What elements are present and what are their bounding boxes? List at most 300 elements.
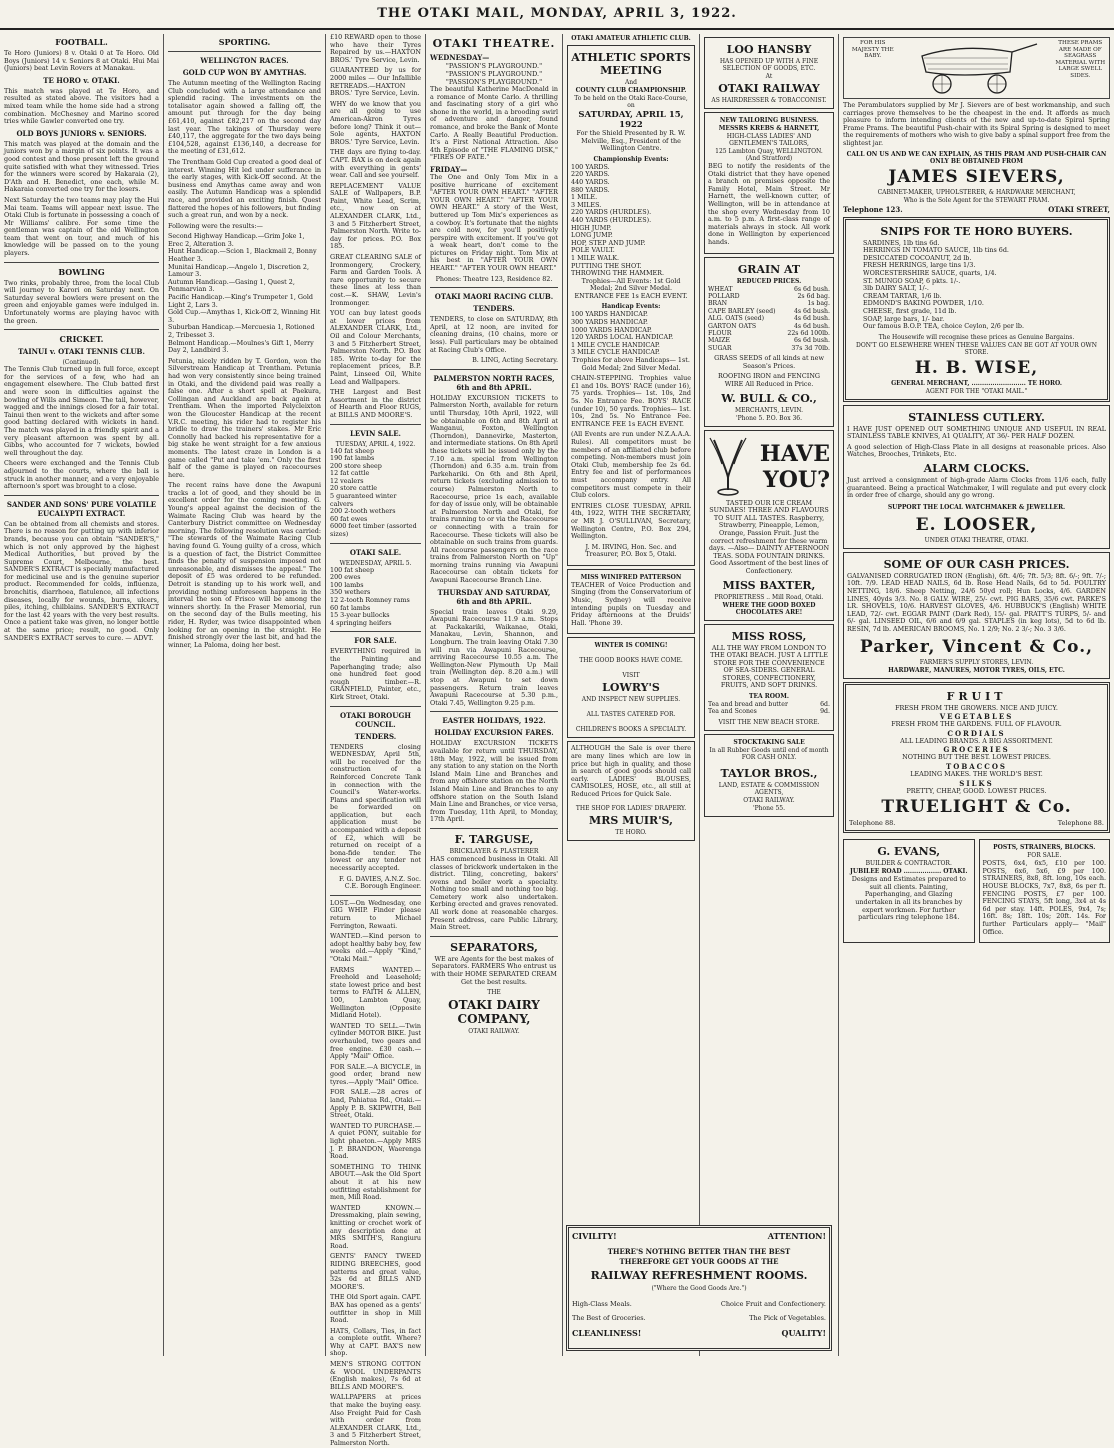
have-you-text	[760, 441, 830, 493]
baxter-name: MISS BAXTER,	[722, 578, 816, 592]
grain-item: SUGAR	[708, 344, 732, 352]
lowrys-advert	[567, 637, 695, 738]
event-item: 120 YARDS LOCAL HANDICAP.	[571, 333, 674, 342]
parker-trade: FARMER'S SUPPLY STORES, LEVIN.	[919, 658, 1034, 666]
small-ad: WANTED.—Kind person to adopt healthy baby boy, few weeks old.—Apply "Kind," "Otaki Mail."	[330, 932, 421, 963]
truelight-phone: Telephone 88.	[849, 819, 896, 828]
civility-feature: High-Class Meals.	[572, 1300, 632, 1308]
result-item: Autumn Handicap.—Gasing 1, Quest 2, Penmarvian 3.	[168, 277, 295, 294]
small-ad: FOR SALE.—28 acres of land, Pahiatua Rd., Otaki.—Apply P. B. SKIPWITH, Bell Street, Otaki.	[330, 1088, 421, 1120]
divider	[168, 51, 321, 52]
civility-word: CIVILITY!	[572, 1231, 617, 1241]
for-sale-body: EVERYTHING required in the Painting and Paperhanging trade; also one hundred feet good rough timber.—R. GRANFIELD, Painter, etc., Kirk Street, Otaki.	[330, 647, 421, 701]
sievers-phone: Telephone 123.	[843, 204, 903, 214]
bowling-report: Two rinks, probably three, from the local Club will journey to Karori on Saturday next. On Saturday several bowlers were present on the green and enjoyable games were indulged in. Unfortunately worms are playing havoc with the green.	[4, 278, 159, 325]
hansby-trade: AS HAIRDRESSER & TOBACCONIST.	[711, 97, 827, 104]
divider	[430, 711, 558, 712]
event-item: 880 YARDS.	[571, 185, 610, 194]
small-ad: GENTS' FANCY TWEED RIDING BREECHES, good patterns and great value, 32s 6d at BILLS AND MOORE'S.	[330, 1252, 421, 1291]
childrens-line: CHILDREN'S BOOKS A SPECIALTY.	[575, 726, 687, 734]
table-row	[708, 293, 830, 300]
event-item: PUTTING THE SHOT.	[571, 261, 642, 270]
otaki-sale-list	[330, 567, 421, 628]
classified-ad: GUARANTEED by us for 2000 miles — Our Infallible RETREADS.—HAXTON BROS.' Tyre Service, Levin.	[330, 66, 421, 98]
civility-line-4: ("Where the Good Goods Are.")	[651, 1285, 747, 1292]
event-item: HIGH JUMP.	[571, 223, 612, 232]
event-item: 440 YARDS.	[571, 177, 610, 186]
tehoro-heading: TE HORO v. OTAKI.	[43, 75, 120, 85]
sievers-street: OTAKI STREET,	[1048, 204, 1110, 214]
parker-advert	[843, 552, 1110, 679]
small-ad: WANTED KNOWN.—Dressmaking, plain sewing, knitting or crochet work of any description done at MRS SMITH'S, Rangiuru Road.	[330, 1203, 421, 1250]
meeting-shield: For the Shield Presented by R. W. Melville, Esq., President of the Wellington Centre.	[576, 129, 686, 153]
championship-list	[571, 164, 691, 278]
result-item: Hunt Handicap.—Scion 1, Blackmail 2, Bonny Heather 3.	[168, 247, 317, 264]
classified-ad: GREAT CLEARING SALE of Ironmongery, Crockery, Farm and Garden Tools. A rare opportunity to secure these lines at less than cost.—K. SHAW, Levin's Ironmonger.	[330, 253, 421, 307]
friday-heading: FRIDAY—	[430, 164, 468, 174]
taylor-place: OTAKI RAILWAY.	[743, 796, 795, 804]
council-signature: F. G. DAVIES, A.N.Z. Soc. C.E. Borough Engineer.	[339, 874, 421, 891]
column-theatre	[426, 34, 562, 1356]
maori-body: TENDERS, to close on SATURDAY, 8th April, at 12 noon, are invited for cleaning drains, (10 chains, more or less). Full particulars may be obtained at Racing Club's Office.	[430, 315, 558, 354]
sale-item: 5 guaranteed winter calvers	[330, 492, 397, 508]
divider	[330, 706, 421, 707]
sale-item: 100 lambs	[330, 580, 364, 589]
event-item: 440 YARDS (HURDLES).	[571, 215, 652, 224]
oldboys-heading: OLD BOYS JUNIORS v. SENIORS.	[16, 128, 147, 138]
fruit-line: VEGETABLES	[939, 712, 1014, 722]
sale-item: 20 store cattle	[330, 484, 378, 493]
snips-recognise: The Housewife will recognise these prices as Genuine Bargains.	[878, 333, 1075, 341]
council-heading: OTAKI BOROUGH COUNCIL.	[340, 710, 411, 729]
result-item: Munitai Handicap.—Angelo 1, Discretion 2, Lamour 3.	[168, 262, 310, 279]
snips-advert	[843, 217, 1110, 402]
wise-name: H. B. WISE,	[914, 357, 1039, 378]
result-item: Pacific Handicap.—King's Trumpeter 1, Gold Light 2, Lars 3.	[168, 293, 313, 309]
snips-heading: SNIPS FOR TE HORO BUYERS.	[880, 224, 1073, 238]
winter-line: WINTER IS COMING!	[594, 642, 668, 650]
divider	[4, 262, 159, 263]
hansby-place: OTAKI RAILWAY	[718, 82, 820, 95]
result-item: Suburban Handicap.—Mercuesia 1, Rotioned 2, Tribesset 3.	[168, 323, 315, 339]
small-ad: WANTED TO PURCHASE.—A quiet PONY, suitable for light phaeton.—Apply MRS J. P. BRANDON, Waerenga Road.	[330, 1121, 422, 1161]
truelight-phone: Telephone 88.	[1057, 819, 1104, 828]
pram-icon	[902, 38, 1052, 98]
tehoro-report: This match was played at Te Horo, and resulted as stated above. The visitors had a mixed team while the home side had a strong combination. McChesney and Marino scored tries while Gawler converted one try.	[4, 86, 159, 126]
event-item: 3 MILES.	[571, 200, 602, 209]
muir-name: MRS MUIR'S,	[589, 813, 673, 827]
results-heading: Following were the results:—	[168, 221, 263, 230]
cricket-heading: CRICKET.	[59, 334, 104, 345]
sundae-glass-icon	[708, 434, 748, 500]
classified-ad: YOU can buy latest goods at lower prices from ALEXANDER CLARK, Ltd., Oil and Colour Merchants, 3 and 5 Fitzherbert Street, Palmerston North. P.O. Box 185. Write to-day for the replacement prices, B.P. Paint, Linseed Oil, White Lead and Wallpapers.	[330, 309, 421, 386]
championship-heading: Championship Events:	[593, 155, 669, 163]
sievers-body: The Perambulators supplied by Mr J. Sievers are of best workmanship, and such carriages prove themselves to be the cheapest in the end. It affords as much pleasure to inform intending clients of the new and up-to-date Spiral Spring Frame Prams. The beautiful Push-chair with its Spiral Spring is designed to meet the requirements of mothers who wish to give baby a spinal support free from the slightest jar.	[843, 101, 1110, 147]
fruit-line: NOTHING BUT THE BEST. LOWEST PRICES.	[902, 753, 1051, 762]
separators-body: WE are Agents for the best makes of Separators. FARMERS Who entrust us with their HOME SEPARATED CREAM Get the best results.	[431, 954, 557, 986]
targuse-trade: BRICKLAYER & PLASTERER	[449, 847, 539, 855]
sale-item: 12 fat cattle	[330, 469, 370, 478]
film-title: "PASSION'S PLAYGROUND."	[445, 78, 543, 86]
truelight-name: TRUELIGHT & Co.	[881, 797, 1072, 818]
masthead: THE OTAKI MAIL, MONDAY, APRIL 3, 1922.	[0, 0, 1114, 30]
refreshment-rooms-advert	[566, 1225, 832, 1351]
snip-item: CHEESE, first grade, 11d lb.	[863, 306, 957, 315]
event-item: POLE VAULT.	[571, 246, 615, 255]
grain-price: 6s 6d bush.	[793, 337, 830, 345]
oldboys-report-cont: Next Saturday the two teams may play the Hui Mai team. Teams will appear next issue. The Otaki Club is fortunate in possessing a coach of Mr Williams' calibre. For some time the gentleman was captain of the old Wellington team that went on tour, and much of his knowledge will be passed on to the young players.	[4, 195, 159, 258]
divider	[4, 329, 159, 330]
grain-price: 4s 6d bush.	[793, 322, 830, 330]
handicap-list	[571, 311, 691, 357]
cash-prices-heading: SOME OF OUR CASH PRICES.	[883, 557, 1070, 571]
athletic-club-heading: OTAKI AMATEUR ATHLETIC CLUB.	[571, 35, 691, 42]
fruit-line: FRESH FROM THE GARDENS. FULL OF FLAVOUR.	[891, 720, 1062, 729]
grain-price: 22s 6d 100lb.	[787, 329, 830, 337]
result-item: Second Highway Handicap.—Grim Joke 1, Erec 2, Alteration 3.	[168, 232, 305, 248]
meeting-signature: J. M. IRVING, Hon. Sec. and Treasurer, P.O. Box 5, Otaki.	[585, 542, 677, 559]
ross-tea-room: TEA ROOM.	[749, 693, 789, 701]
posts-body: POSTS, 6x4, 6x5, £10 per 100. POSTS, 6x6, 5x6, £9 per 100. STRAINERS, 8x8, 8ft. long, 10s each. HOUSE BLOCKS, 7x7, 8x8, 6s per ft. FENCING POSTS, £7 per 100. FENCING STAYS, 5ft long, 3x4 at 4s 6d per stay. 14ft. POLES, 9x4, 7s; 16ft. 8s; 18ft. 10s; 20ft. 14s. For further Particulars apply— "Mail" Office.	[982, 859, 1106, 936]
divider	[430, 936, 558, 937]
sale-item: 140 fat sheep	[330, 446, 375, 455]
muir-shop: THE SHOP FOR LADIES' DRAPERY.	[575, 804, 687, 812]
snip-item: ST. MUNGO SOAP, 6 pkts. 1/-.	[863, 276, 961, 285]
sale-item: 6000 feet timber (assorted sizes)	[330, 522, 417, 539]
grass-seeds: GRASS SEEDS of all kinds at new Season's Prices.	[714, 354, 824, 370]
football-heading: FOOTBALL.	[55, 37, 108, 47]
civility-header	[572, 1231, 826, 1241]
patterson-body: TEACHER of Voice Production and Singing (from the Conservatorium of Music, Sydney) will receive intending pupils on Tuesday and Friday afternoons at the Druids' Hall. 'Phone 39.	[571, 580, 691, 627]
tainui-report-cont: Cheers were exchanged and the Tennis Club adjourned to the courts, where the ball is struck in another manner, and a very enjoyable afternoon's sport was brought to a close.	[4, 459, 159, 491]
otaki-sale-heading: OTAKI SALE.	[349, 547, 402, 557]
posts-for-sale: FOR SALE.	[1027, 852, 1062, 860]
theatre-heading: OTAKI THEATRE.	[432, 37, 556, 50]
small-ad: WANTED TO SELL.—Twin cylinder MOTOR BIKE. Just overhauled, two gears and free engine. £30 cash.—Apply "Mail" Office.	[330, 1021, 421, 1061]
attention-word: ATTENTION!	[767, 1231, 826, 1241]
baxter-advert	[704, 430, 834, 621]
table-row	[708, 323, 830, 330]
civility-line-2: THEREFORE GET YOUR GOODS AT THE	[619, 1257, 779, 1266]
levin-sale-date: TUESDAY, APRIL 4, 1922.	[335, 440, 416, 448]
grain-item: BRAN	[708, 300, 728, 308]
roofing-iron: ROOFING IRON and FENCING WIRE All Reduced in Price.	[717, 372, 821, 388]
classified-ad: REPLACEMENT VALUE SALE of Wallpapers, B.P. Paint, White Lead, Scrim, etc., now on at ALEXANDER CLARK, Ltd., 3 and 5 Fitzherbert Street, Palmerston North. Write to-day for prices. P.O. Box 185.	[330, 181, 421, 251]
event-item: 1000 YARDS HANDICAP.	[571, 325, 652, 334]
looser-address: UNDER OTAKI THEATRE, OTAKI.	[924, 536, 1029, 544]
fruit-line: SILKS	[959, 778, 994, 788]
event-item: 3 MILE CYCLE HANDICAP.	[571, 348, 660, 357]
targuse-body: HAS commenced business in Otaki. All classes of brickwork undertaken in the district. Tiling, concreting, bakers' ovens and boiler work a specialty. Nothing too small and nothing too big. Cemetery work also undertaken. Kerbing erected and graves renovated. All work done at reasonable charges. Present address, care Public Library, Main Street.	[430, 854, 558, 932]
tailor-body: BEG to notify the residents of the Otaki district that they have opened a branch on premises opposite the Family Hotel, Main Street. Mr Harnett, the well-known cutter, of Wellington, will be in attendance at the shop every Wednesday from 10 a.m. to 5 p.m. A first-class range of materials always in stock. All work done in Wellington by experienced hands.	[708, 162, 830, 246]
evans-advert	[843, 839, 975, 943]
support-line: SUPPORT THE LOCAL WATCHMAKER & JEWELLER.	[887, 503, 1066, 511]
inspect-line: AND INSPECT NEW SUPPLIES.	[581, 696, 681, 704]
wise-trade: GENERAL MERCHANT, .......................... TE HORO.	[891, 379, 1062, 387]
otaki-sale-date: WEDNESDAY, APRIL 5.	[339, 559, 412, 567]
races-heading: WELLINGTON RACES.	[200, 56, 289, 65]
targuse-name: F. TARGUSE,	[454, 832, 534, 846]
cash-prices-body: GALVANISED CORRUGATED IRON (English), 6ft. 4/6; 7ft. 5/3; 8ft. 6/-; 9ft. 7/-; 10ft. 7/9. LEAD HEAD NAILS, 6d lb. Rose Head Nails, 6d to 5d. POULTRY NETTING, 18/6. Sheep Netting, 24/6 50yd roll; Hun Locks, 4/6. GARDEN LINES, 40yds 3/3. No. 8 GALV. WIRE, 25/- cwt. PIG BARS, 35/6 cwt. PARKE'S LR. SHOVELS, 10/6. HARVEST GLOVES, 4/6. HUBBUCK'S (English) WHITE LEAD, 72/- cwt. EGGAR PAINT (Dark Red), 15/- gal. PRATT'S TURPS, 5/- and 6/- gal. LINSEED OIL, 6/6 and 6/9 gal. STAPLES (in keg lots), 5d to 6d lb. RESIN, 7d lb. AMERICAN BROOMS, No. 1 2/9; No. 2 3/-; No. 3 3/6.	[847, 571, 1106, 633]
sale-item: 200 2-tooth wethers	[330, 507, 396, 516]
snip-item: HERRINGS IN TOMATO SAUCE, 1lb tins 6d.	[863, 246, 1009, 255]
event-item: 300 YARDS HANDICAP.	[571, 318, 648, 327]
snip-item: FRESH HERRINGS, large tins 1/3.	[863, 261, 976, 270]
snips-dont: DON'T GO ELSEWHERE WHEN THESE VALUES CAN BE GOT AT YOUR OWN STORE.	[856, 341, 1097, 356]
sievers-call: CALL ON US AND WE CAN EXPLAIN, AS THIS PRAM AND PUSH-CHAIR CAN ONLY BE OBTAINED FROM	[846, 150, 1107, 165]
divider	[4, 495, 159, 496]
small-ad: THE Old Sport again. CAPT. BAX has opened as a gents' outfitter in shop in Mill Road.	[330, 1293, 421, 1325]
baxter-tagline: WHERE THE GOOD BOXED CHOCOLATES ARE!	[722, 601, 816, 616]
film-title: "PASSION'S PLAYGROUND."	[445, 70, 543, 78]
event-item: 220 YARDS (HURDLES).	[571, 208, 652, 217]
snip-item: 3lb DAIRY SALT, 1/-.	[863, 284, 929, 293]
classified-ad: WHY do we know that you are all going to use American-Akron Tyres before long? Think it out—Sole agents, HAXTON BROS.' Tyre Service, Levin.	[330, 99, 421, 146]
parker-name: Parker, Vincent & Co.,	[859, 636, 1094, 657]
event-item: 1 MILE WALK.	[571, 253, 620, 262]
dairy-address: OTAKI RAILWAY.	[468, 1028, 520, 1036]
table-row	[708, 330, 830, 337]
table-row	[708, 308, 830, 315]
event-item: 220 YARDS.	[571, 170, 610, 179]
grain-item: MAIZE	[708, 337, 731, 345]
grain-price: 6s 6d bush.	[793, 285, 830, 293]
maori-racing-heading: OTAKI MAORI RACING CLUB.	[434, 292, 554, 302]
civility-features-row	[572, 1300, 826, 1308]
grain-price: 4s 6d bush.	[793, 307, 830, 315]
sanders-advert: Can be obtained from all chemists and stores. There is no reason for putting up with inferior brands, because you can obtain "SANDER'S," which is not only approved by the highest Medical Authorities, but proved by the Supreme Court, Melbourne, the best. SANDER'S EXTRACT is specially manufactured for medicinal use and is the genuine superior product. Recommended for colds, influenza, bronchitis, diarrhoea, flatulence, all infections diseases, locally for wounds, burns, ulcers, piles, itching, chilblains. SANDER'S EXTRACT for the last 42 years with the very best results. Once a patient take was given, no longer bottle at the same price; result, no good. Only SANDER'S EXTRACT serves to cure. — ADVT.	[4, 519, 159, 642]
snip-item: DESICCATED COCOANUT, 2d lb.	[863, 253, 972, 262]
have-word: HAVE	[759, 440, 830, 467]
tea-price: 6d.	[820, 701, 830, 709]
dairy-name: OTAKI DAIRY COMPANY,	[448, 998, 540, 1027]
muir-advert	[567, 741, 695, 840]
sale-item: 4 springing heifers	[330, 618, 392, 627]
parker-goods: HARDWARE, MANURES, MOTOR TYRES, OILS, ETC.	[888, 666, 1065, 674]
races-report-3: Petunia, nicely ridden by T. Gordon, won the Silverstream Handicap at Trentham. Petunia had won very consistently since being trained in Otaki, and the dividend paid was really a false one. After a short spell at Paekura, Collingan and Auckland are back again at Trentham. When the imported Pelycleixton won the Gloucester Handicap at the recent V.R.C. meeting, his rider had to register his bridle to draw the trainers' stakes. Mr Eric Connolly had backed his representative for a big stake he went straight for a few anxious moments. The latest craze in London is a game called "Put and take 'em." Only the first half of the game is played on racecourses here.	[168, 356, 321, 479]
sale-item: 15 3-year bullocks	[330, 611, 390, 620]
classified-ad: THE Largest and Best Assortment in the district of Hearth and Floor RUGS, at BILLS AND MOORE'S.	[330, 388, 421, 419]
table-row	[708, 300, 830, 307]
looser-advert	[843, 405, 1110, 549]
civility-feature: The Pick of Vegetables.	[749, 1314, 826, 1322]
sale-item: 200 store sheep	[330, 461, 382, 470]
stocktaking-heading: STOCKTAKING SALE	[733, 738, 805, 746]
sale-item: 100 fat sheep	[330, 565, 375, 574]
grain-subheading: REDUCED PRICES.	[736, 277, 802, 285]
civility-footer	[572, 1328, 826, 1338]
sale-item: 200 ewes	[330, 573, 361, 582]
races-report-4: The recent rains have done the Awapuni tracks a lot of good, and they should be in excellent order for the coming meeting. G. Young's appeal against the decision of the Waimate Racing Club was heard by the Canterbury District committee on Wednesday morning. The following resolution was carried: "The stewards of the Waimate Racing Club having found G. Young guilty of a cross, which is a question of fact, the District Committee finds the penalty of suspension imposed not unreasonable, and dismisses the appeal." The deposit of £5 was ordered to be refunded. Detroit is standing up to his work well, and providing nothing unforeseen happens in the interval the son of Frisco will be among the winners shortly. In the Fraser Memorial, run on the second day of the Bulls meeting, his rider, H. Ryder, was twice disappointed when looking for an opening in the straight. He finished strongly over the last bit, and had the winner, La Paloma, doing her best.	[168, 481, 321, 649]
event-item: 100 YARDS HANDICAP.	[571, 310, 648, 319]
ross-tea-table	[708, 701, 830, 716]
wednesday-heading: WEDNESDAY—	[430, 53, 490, 62]
taylor-phone: 'Phone 55.	[752, 804, 786, 812]
grain-price-table	[708, 286, 830, 353]
bull-trade: MERCHANTS, LEVIN.	[734, 406, 803, 414]
fruit-line: LEADING MAKES. THE WORLD'S BEST.	[910, 769, 1043, 778]
races-report: The Autumn meeting of the Wellington Racing Club concluded with a large attendance and splendid racing. The investments on the totalisator again showed a falling off, the amount put through for the day being £61,410, against £82,217 on the second day last year. The takings of Thursday were £40,117, the aggregate for the two days being £104,528, against £136,140, a decrease for the meeting of £31,612.	[168, 79, 321, 156]
levin-sale-list	[330, 448, 421, 539]
easter-heading: EASTER HOLIDAYS, 1922.	[442, 716, 546, 726]
event-item: 1 MILE CYCLE HANDICAP.	[571, 340, 660, 349]
palmerston-heading: PALMERSTON NORTH RACES, 6th and 8th APRIL.	[433, 373, 555, 392]
cutlery-body-2: A good selection of High-Class Plate in all designs at reasonable prices. Also Watches, Brooches, Trinkets, Etc.	[847, 442, 1106, 459]
table-row	[708, 708, 830, 715]
ross-body: ALL THE WAY FROM LONDON TO THE OTAKI BEACH. JUST A LITTLE STORE FOR THE CONVENIENCE OF SEA-SIDERS. GENERAL STORES, CONFECTIONERY, FRUITS, AND SOFT DRINKS.	[710, 643, 828, 690]
grain-price: 37s 3d 70lb.	[791, 344, 830, 352]
sale-item: 12 vealers	[330, 476, 364, 485]
bottom-ads-row	[843, 836, 1110, 946]
event-item: 100 YARDS.	[571, 162, 610, 171]
civility-line-3: RAILWAY REFRESHMENT ROOMS.	[590, 1269, 808, 1282]
small-ad: SOMETHING TO THINK ABOUT.—Ask the Old Sport about it at his new outfitting establishment for men, Mill Road.	[330, 1162, 421, 1202]
council-tenders: TENDERS.	[354, 731, 397, 741]
grain-item: ALG. OATS (seed)	[708, 315, 765, 323]
small-ad: WALLPAPERS at prices that make the buying easy. Also Freight Paid for Cash with order from ALEXANDER CLARK, Ltd., 3 and 5 Fitzherbert Street, Palmerston North.	[330, 1393, 421, 1447]
divider	[430, 828, 558, 829]
fruit-line: FRESH FROM THE GROWERS. NICE AND JUICY.	[895, 703, 1058, 712]
separators-heading: SEPARATORS,	[450, 940, 538, 954]
oldboys-report: This match was played at the domain and the juniors won by a margin of six points. It was a good contest and those present left the ground quite satisfied with what they witnessed. Tries for the winners were scored by Hakaraia (2), D'Ath and H. Benedict, one each, while M. Hakaraia converted one try for the losers.	[4, 139, 159, 194]
small-ad: FOR SALE.—A BICYCLE, in good order, brand new tyres.—Apply "Mail" Office.	[330, 1062, 421, 1086]
civility-features-row	[572, 1314, 826, 1322]
ross-visit: VISIT THE NEW BEACH STORE.	[718, 718, 820, 726]
friday-body: The One and Only Tom Mix in a positive hurricane of excitement "AFTER YOUR OWN HEART." "AFTER YOUR OWN HEART." "AFTER YOUR OWN HEART." A story of the West, buttered up Tom Mix's experiences as a cowboy. It's fortunate that the nights are cold now, for you'll positively perspire with excitement. If you've got a weak heart, don't come to the pictures on Friday night. Tom Mix at his best in "AFTER YOUR OWN HEART." "AFTER YOUR OWN HEART."	[430, 172, 558, 273]
football-results: Te Horo (Juniors) 8 v. Otaki 0 at Te Horo. Old Boys (Juniors) 14 v. Seniors 8 at Otaki. Hui Mai (Juniors) beat Levin Rovers at Manakau.	[4, 49, 159, 73]
sporting-heading: SPORTING.	[218, 37, 271, 47]
palmerston-body: HOLIDAY EXCURSION TICKETS to Palmerston North, available for return until Thursday, 10th April, 1922, will be obtainable on 6th and 8th April at Wanganui, Foxton, Wellington (Thorndon), Dannevirke, Masterton, and intermediate stations. On 8th April these tickets will be issued only by the 7.10 a.m. special from Wellington (Thorndon) and 6.35 a.m. train from Parkehariki. On 6th and 8th April, return tickets (excluding admission to course) Palmerston North to Racecourse, price 1s each, available for day of issue only, will be obtainable at Palmerston North and Otaki, for trains running to or via the Racecourse or connecting with a train for Racecourse. These tickets will also be obtainable on such trains from guards. All racecourse passengers on the race trains from Palmerston North on "Up" morning trains running via Awapuni Racecourse can obtain tickets for Awapuni Racecourse Branch Line.	[430, 393, 558, 585]
tainui-heading: TAINUI v. OTAKI TENNIS CLUB.	[18, 347, 145, 357]
column-classifieds	[326, 33, 425, 1447]
event-item: THROWING THE HAMMER.	[571, 269, 665, 278]
results-list	[168, 233, 321, 355]
divider	[330, 543, 421, 544]
table-row	[708, 345, 830, 352]
grain-item: WHEAT	[708, 285, 733, 293]
handicap-heading: Handicap Events:	[601, 303, 661, 311]
taylor-advert	[704, 734, 834, 817]
tastes-line: ALL TASTES CATERED FOR.	[586, 711, 676, 719]
snip-item: WORCESTERSHIRE SAUCE, quarts, 1/4.	[863, 268, 997, 277]
grain-price: 2s 6d bag.	[797, 292, 830, 300]
evans-body: Designs and Estimates prepared to suit all clients. Painting, Paperhanging, and Glazing undertaken in all its branches by expert workmen. For further particulars ring telephone 184.	[851, 875, 966, 922]
council-body: TENDERS closing WEDNESDAY, April 5th, will be received for the construction of a Reinforced Concrete Tank in connection with the Council's Water-works. Plans and specification will be forwarded on application, but each application must be accompanied with a deposit of £2, which will be returned on receipt of a bona-fide tender. The lowest or any tender not necessarily accepted.	[330, 742, 421, 873]
gold-cup-heading: GOLD CUP WON BY AMYTHAS.	[182, 68, 307, 77]
meeting-where: To be held on the Otaki Race-Course, on	[574, 95, 688, 109]
grain-item: GARTON OATS	[708, 322, 757, 330]
sale-item: 190 fat lambs	[330, 454, 375, 463]
table-row	[708, 315, 830, 322]
cleanliness-word: CLEANLINESS!	[572, 1328, 642, 1338]
theatre-phones: Phones: Theatre 123, Residence 82.	[435, 274, 553, 283]
levin-sale-heading: LEVIN SALE.	[350, 428, 401, 438]
event-item: LONG JUMP.	[571, 231, 613, 240]
hansby-name: LOO HANSBY	[726, 43, 812, 56]
pram-side-right: THESE PRAMS ARE MADE OF SEAGRASS MATERIAL WITH LARGE SWELL SIDES.	[1055, 40, 1106, 79]
civility-line-1: THERE'S NOTHING BETTER THAN THE BEST	[607, 1247, 791, 1256]
table-row	[708, 701, 830, 708]
hansby-advert	[704, 37, 834, 109]
cutlery-heading: STAINLESS CUTLERY.	[908, 410, 1045, 424]
easter-subheading: HOLIDAY EXCURSION FARES.	[434, 728, 554, 738]
easter-body: HOLIDAY EXCURSION TICKETS available for return until THURSDAY, 18th May, 1922, will be issued from any station to any station on the North Island Main Line and Branches and from any offshore station on the North Island Main Line and Branches to any offshore station on the South Island Main Line and Branches, or vice versa, from Tuesday, 11th April, to Monday, 17th April.	[430, 739, 558, 824]
for-sale-heading: FOR SALE.	[354, 636, 397, 646]
bull-name: W. BULL & CO.,	[721, 391, 817, 405]
divider	[430, 287, 558, 288]
snip-item: CREAM TARTAR, 1/6 lb.	[863, 291, 942, 300]
fruit-line: CORDIALS	[947, 728, 1006, 738]
meeting-entries: ENTRIES CLOSE TUESDAY, APRIL 4th, 1922, WITH THE SECRETARY, or MR J. O'SULLIVAN, Secretary, Wellington Centre, P.O. Box 294, Wellington.	[571, 501, 691, 541]
cutlery-body: I HAVE JUST OPENED OUT SOMETHING UNIQUE AND USEFUL IN REAL STAINLESS TABLE KNIVES, A1 QUALITY, AT 36/- PER HALF DOZEN.	[847, 424, 1106, 441]
tailor-advert	[704, 112, 834, 254]
meeting-rules: (All Events are run under N.Z.A.A.A. Rules). All competitors must be members of an affiliated club before competing. Non-members must join Otaki Club, membership fee 2s 6d. Entry fee and list of performances must accompany entry. All competitors must compete in their Club colors.	[571, 430, 691, 500]
grain-item: POLLARD	[708, 292, 740, 300]
sievers-name: JAMES SIEVERS,	[888, 166, 1065, 187]
tea-price: 9d.	[820, 708, 830, 716]
taylor-name: TAYLOR BROS.,	[720, 766, 818, 780]
small-ad: LOST.—On Wednesday, one GIG WHIP. Finder please return to Michael Ferrington, Rewaati.	[330, 898, 421, 930]
chain-stepping: CHAIN-STEPPING. Trophies value £1 and 10s. BOYS' RACE (under 16), 75 yards. Trophies— 1st. 10s, 2nd 5s. No Entrance Fee. BOYS' RACE (under 10), 50 yards. Trophies— 1st. 10s, 2nd 5s. No Entrance Fee. ENTRANCE FEE 1s EACH EVENT.	[571, 374, 691, 428]
column-display-ads	[839, 34, 1114, 1356]
tainui-report: The Tennis Club turned up in full force, except for the services of a few, who had an engagement elsewhere. The Club batted first and were soon in difficulties against the bowling of Wills and Simeon. The tail, however, wagged and the innings closed for a fair total. Tainui then went to the wickets and after some good batting declared with wickets in hand. The match was played in a friendly spirit and a very pleasant afternoon was spent by all. Gibbs, who accounted for 7 wickets, bowled well throughout the day.	[4, 365, 159, 457]
table-row	[708, 337, 830, 344]
small-ad: HATS, Collars, Ties, in fact a complete outfit. Where? Why at CAPT. BAX'S new shop.	[330, 1326, 421, 1358]
result-item: Gold Cup.—Amythas 1, Kick-Off 2, Winning Hit 3.	[168, 308, 321, 324]
meeting-subheading: COUNTY CLUB CHAMPIONSHIP.	[575, 87, 687, 94]
bowling-heading: BOWLING	[58, 266, 105, 277]
column-sport	[0, 34, 163, 1356]
grain-price: 4s 6d bush.	[793, 315, 830, 323]
sievers-trade: CABINET-MAKER, UPHOLSTERER, & HARDWARE MERCHANT,	[877, 188, 1076, 196]
wise-agent: AGENT FOR THE "OTAKI MAIL."	[925, 387, 1028, 395]
result-item: Belmont Handicap.—Moulnes's Gift 1, Merry Day 2, Landbird 3.	[168, 338, 314, 355]
posts-heading: POSTS, STRAINERS, BLOCKS.	[993, 844, 1096, 852]
small-ad: FARMS WANTED.—Freehold and Leasehold; state lowest price and best terms to FAITH & ALLEN, 100, Lambton Quay, Wellington (Opposite Midland Hotel).	[330, 965, 421, 1020]
divider	[330, 631, 421, 632]
championship-trophies: Trophies—All Events: 1st Gold Medal; 2nd Silver Medal. ENTRANCE FEE 1s EACH EVENT.	[574, 276, 688, 300]
fruit-line: ALL LEADING BRANDS. A BIG ASSORTMENT.	[900, 736, 1053, 745]
lowrys-name: LOWRY'S	[602, 681, 660, 695]
tailor-name: MESSRS KREBS & HARNETT,	[718, 125, 820, 132]
bull-contact: 'Phone 5. P.O. Box 36.	[735, 414, 803, 422]
sale-item: 60 fat ewes	[330, 514, 368, 523]
tea-item: Tea and bread and butter	[708, 701, 788, 709]
divider	[330, 424, 421, 425]
grain-item: FLOUR	[708, 329, 732, 337]
visit-line: VISIT	[622, 672, 640, 680]
evans-trade: BUILDER & CONTRACTOR.	[865, 860, 952, 868]
pram-illustration	[843, 37, 1110, 99]
tailor-heading: NEW TAILORING BUSINESS.	[719, 117, 819, 124]
column-athletics	[563, 34, 699, 1356]
athletic-meeting-advert	[567, 45, 695, 566]
small-ad: MEN'S STRONG COTTON & WOOL UNDERPANTS (English makes), 7s 6d at BILLS AND MOORE'S.	[330, 1360, 421, 1391]
grain-heading: GRAIN AT	[737, 262, 801, 276]
fruit-line: GROCERIES	[943, 745, 1010, 755]
muir-town: TE HORO.	[615, 828, 647, 836]
classified-ad: £10 REWARD open to those who have their Tyres Repaired by us.—HAXTON BROS.' Tyre Service, Levin.	[330, 33, 421, 64]
dairy-the: THE	[487, 989, 501, 997]
evans-address: JUBILEE ROAD .................. OTAKI.	[850, 868, 968, 876]
snip-item: SOAP, large bars, 1/- bar.	[863, 314, 945, 323]
races-report-2: The Trentham Gold Cup created a good deal of interest. Winning Hit led under sufferance in the early stages, with Kick-Off second. At the business end Amythas came away and won easily. The Autumn Handicap was a splendid race, and provided an exciting finish. Quest flattered the hopes of his followers, but finding such a great run, and won by a neck.	[168, 157, 321, 220]
maori-tenders: TENDERS.	[473, 304, 515, 314]
meeting-date: SATURDAY, APRIL 15, 1922	[578, 110, 684, 130]
snips-list	[849, 240, 1104, 331]
wednesday-body: The beautiful Katherine MacDonald in a romance of Monte Carlo. A thrilling and fascinating story of a girl who shone in the world, in a brooding swirl of adventure and danger, found romance, and broke the Bank of Monte Carlo. A Really Beautiful Production. It's a First National Attraction. Also 4th Episode of "THE FLAMING DISK," "FIRES OF FATE."	[430, 85, 558, 162]
sievers-agent: Who is the Sole Agent for the STEWART PRAM.	[903, 196, 1050, 204]
